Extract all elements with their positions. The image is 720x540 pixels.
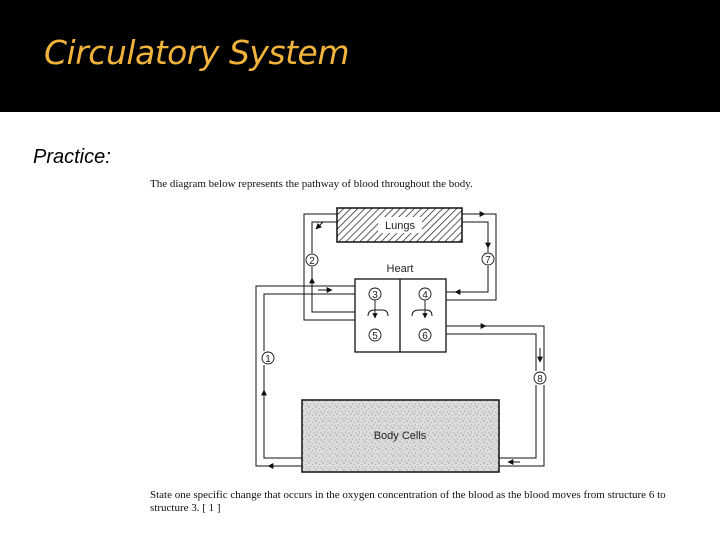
structure-marker-2 xyxy=(306,253,318,267)
heart-label: Heart xyxy=(386,263,414,275)
structure-marker-8 xyxy=(534,371,546,385)
lungs-label: Lungs xyxy=(385,220,415,232)
structure-marker-7 xyxy=(482,252,494,266)
svg-text:3: 3 xyxy=(372,290,378,301)
body-cells-label: Body Cells xyxy=(373,430,427,442)
svg-text:5: 5 xyxy=(372,331,378,342)
svg-text:6: 6 xyxy=(422,331,428,342)
svg-text:4: 4 xyxy=(422,290,428,301)
svg-text:8: 8 xyxy=(537,374,543,385)
question-text: State one specific change that occurs in the oxygen concentration of the blood as the blood moves from structure 6 to structure 3. [ 1 ] xyxy=(150,489,666,514)
svg-text:2: 2 xyxy=(309,256,315,267)
svg-text:1: 1 xyxy=(265,354,271,365)
svg-text:7: 7 xyxy=(485,255,491,266)
diagram-intro-text: The diagram below represents the pathway of blood throughout the body. xyxy=(150,178,473,190)
practice-label: Practice: xyxy=(33,146,111,168)
structure-marker-1 xyxy=(262,351,274,365)
slide-title: Circulatory System xyxy=(44,33,349,72)
